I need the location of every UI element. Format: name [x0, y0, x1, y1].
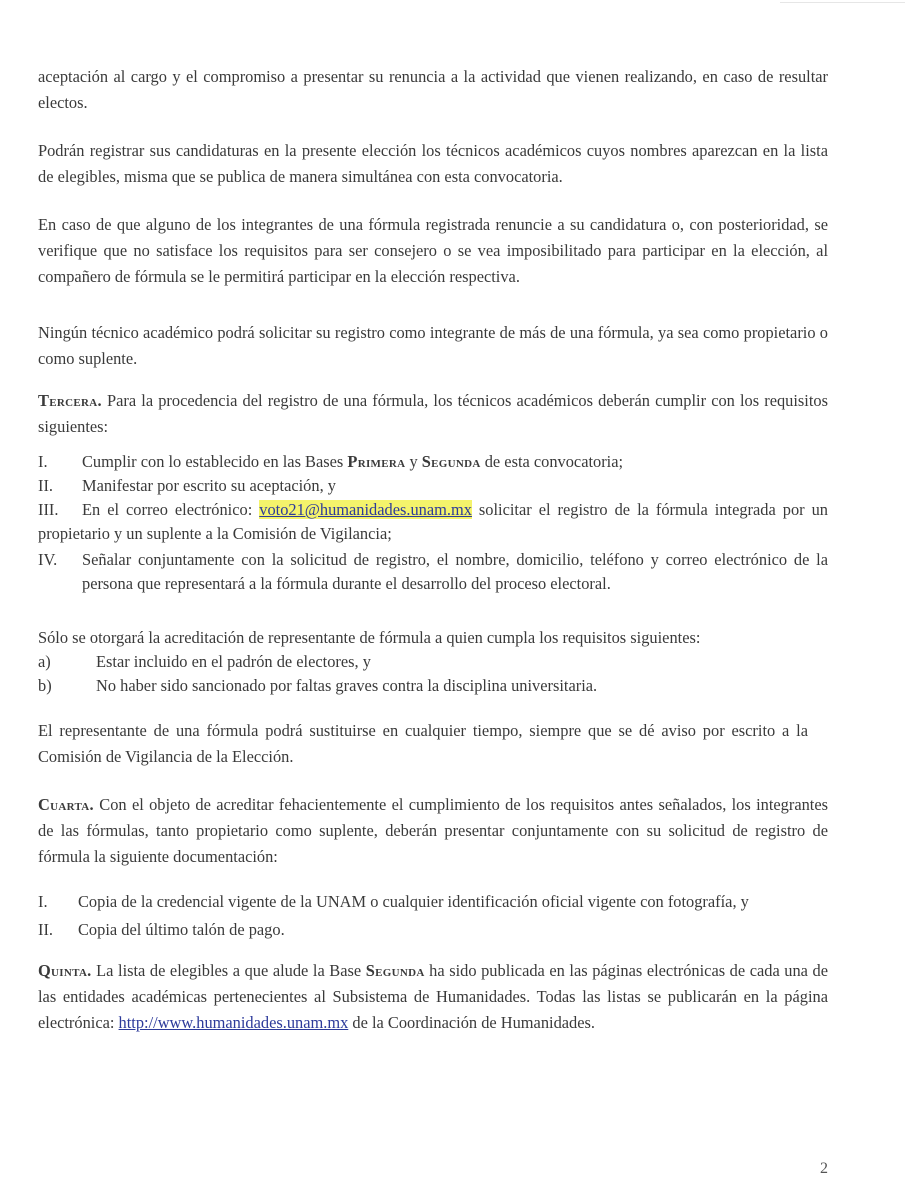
scan-edge-line — [780, 2, 905, 3]
list-item — [38, 474, 828, 498]
list-item — [38, 916, 828, 944]
list-item-text: Copia de la credencial vigente de la UNAM o cualquier identificación oficial vigente con fotografía, y — [78, 892, 749, 911]
list-item — [38, 450, 828, 474]
list-item — [38, 674, 828, 698]
list-item-text: solicitar el registro de la fórmula integrada por un propietario y un suplente a la Comisión de Vigilancia; — [38, 500, 828, 543]
list-item-text: Copia del último talón de pago. — [78, 920, 285, 939]
list-item — [38, 548, 828, 596]
list-item — [38, 650, 828, 674]
base-primera-ref: Primera — [347, 452, 406, 471]
documentacion-list — [38, 888, 828, 944]
list-letter: b) — [38, 676, 52, 695]
list-item-text: Señalar conjuntamente con la solicitud de registro, el nombre, domicilio, teléfono y correo electrónico de la persona que representará a la fórmula durante el desarrollo del proceso electoral. — [82, 550, 828, 593]
section-text-cuarta: Con el objeto de acreditar fehacientemente el cumplimiento de los requisitos antes señalados, los integrantes de las fórmulas, tanto propietario como suplente, deberán presentar conjuntamente con su solicitud de registro de fórmula la siguiente documentación: — [38, 795, 828, 866]
list-number: I. — [38, 452, 48, 471]
requisitos-list — [38, 450, 828, 596]
list-item-text: No haber sido sancionado por faltas graves contra la disciplina universitaria. — [96, 676, 598, 695]
section-cuarta — [38, 792, 828, 870]
paragraph-aceptacion: aceptación al cargo y el compromiso a presentar su renuncia a la actividad que vienen realizando, en caso de resultar electos. — [38, 67, 828, 112]
section-heading-quinta: Quinta. — [38, 961, 92, 980]
list-item-text: Cumplir con lo establecido en las Bases — [82, 452, 348, 471]
list-item-text: En el correo electrónico: — [82, 500, 260, 519]
paragraph-representante-intro: Sólo se otorgará la acreditación de representante de fórmula a quien cumpla los requisitos siguientes: — [38, 628, 701, 647]
list-number: II. — [38, 476, 54, 495]
email-link[interactable]: voto21@humanidades.unam.mx — [259, 500, 472, 519]
paragraph-registro-unico: Ningún técnico académico podrá solicitar su registro como integrante de más de una fórmula, ya sea como propietario o como suplente. — [38, 323, 828, 368]
representante-requisitos-list — [38, 650, 828, 698]
list-item-text: y — [405, 452, 422, 471]
section-text-quinta: de la Coordinación de Humanidades. — [348, 1013, 595, 1032]
list-item-text: Manifestar por escrito su aceptación, y — [82, 476, 336, 495]
list-item — [38, 498, 828, 546]
list-number: III. — [38, 500, 59, 519]
section-heading-cuarta: Cuarta. — [38, 795, 94, 814]
list-item — [38, 888, 828, 916]
document-body — [38, 64, 828, 1036]
section-text-quinta: ha sido publicada en las páginas electrónicas de cada una de las entidades académicas pertenecientes al Subsistema de Humanidades. Todas las listas se publicarán en la página electrónica: — [38, 961, 828, 1032]
paragraph-renuncia: En caso de que alguno de los integrantes de una fórmula registrada renuncie a su candidatura o, con posterioridad, se verifique que no satisface los requisitos para ser consejero o se vea imposibilitado para participar en la elección, al compañero de fórmula se le permitirá participar en la elección respectiva. — [38, 215, 828, 286]
humanidades-url-link[interactable]: http://www.humanidades.unam.mx — [118, 1013, 349, 1032]
list-item-text: de esta convocatoria; — [480, 452, 624, 471]
list-letter: a) — [38, 652, 51, 671]
list-number: IV. — [38, 550, 58, 569]
section-text-quinta: La lista de elegibles a que alude la Base — [91, 961, 366, 980]
base-segunda-ref: Segunda — [421, 452, 481, 471]
section-text-tercera: Para la procedencia del registro de una fórmula, los técnicos académicos deberán cumplir con los requisitos siguientes: — [38, 391, 828, 436]
list-number: II. — [38, 920, 54, 939]
base-segunda-ref: Segunda — [365, 961, 425, 980]
paragraph-sustitucion: El representante de una fórmula podrá sustituirse en cualquier tiempo, siempre que se dé aviso por escrito a la Comisión de Vigilancia de la Elección. — [38, 721, 808, 766]
section-quinta — [38, 958, 828, 1036]
paragraph-registro-candidaturas: Podrán registrar sus candidaturas en la presente elección los técnicos académicos cuyos nombres aparezcan en la lista de elegibles, misma que se publica de manera simultánea con esta convocatoria. — [38, 141, 828, 186]
section-tercera — [38, 388, 828, 440]
page-number: 2 — [820, 1160, 828, 1177]
section-heading-tercera: Tercera. — [38, 391, 102, 410]
list-number: I. — [38, 892, 48, 911]
list-item-text: Estar incluido en el padrón de electores, y — [96, 652, 371, 671]
